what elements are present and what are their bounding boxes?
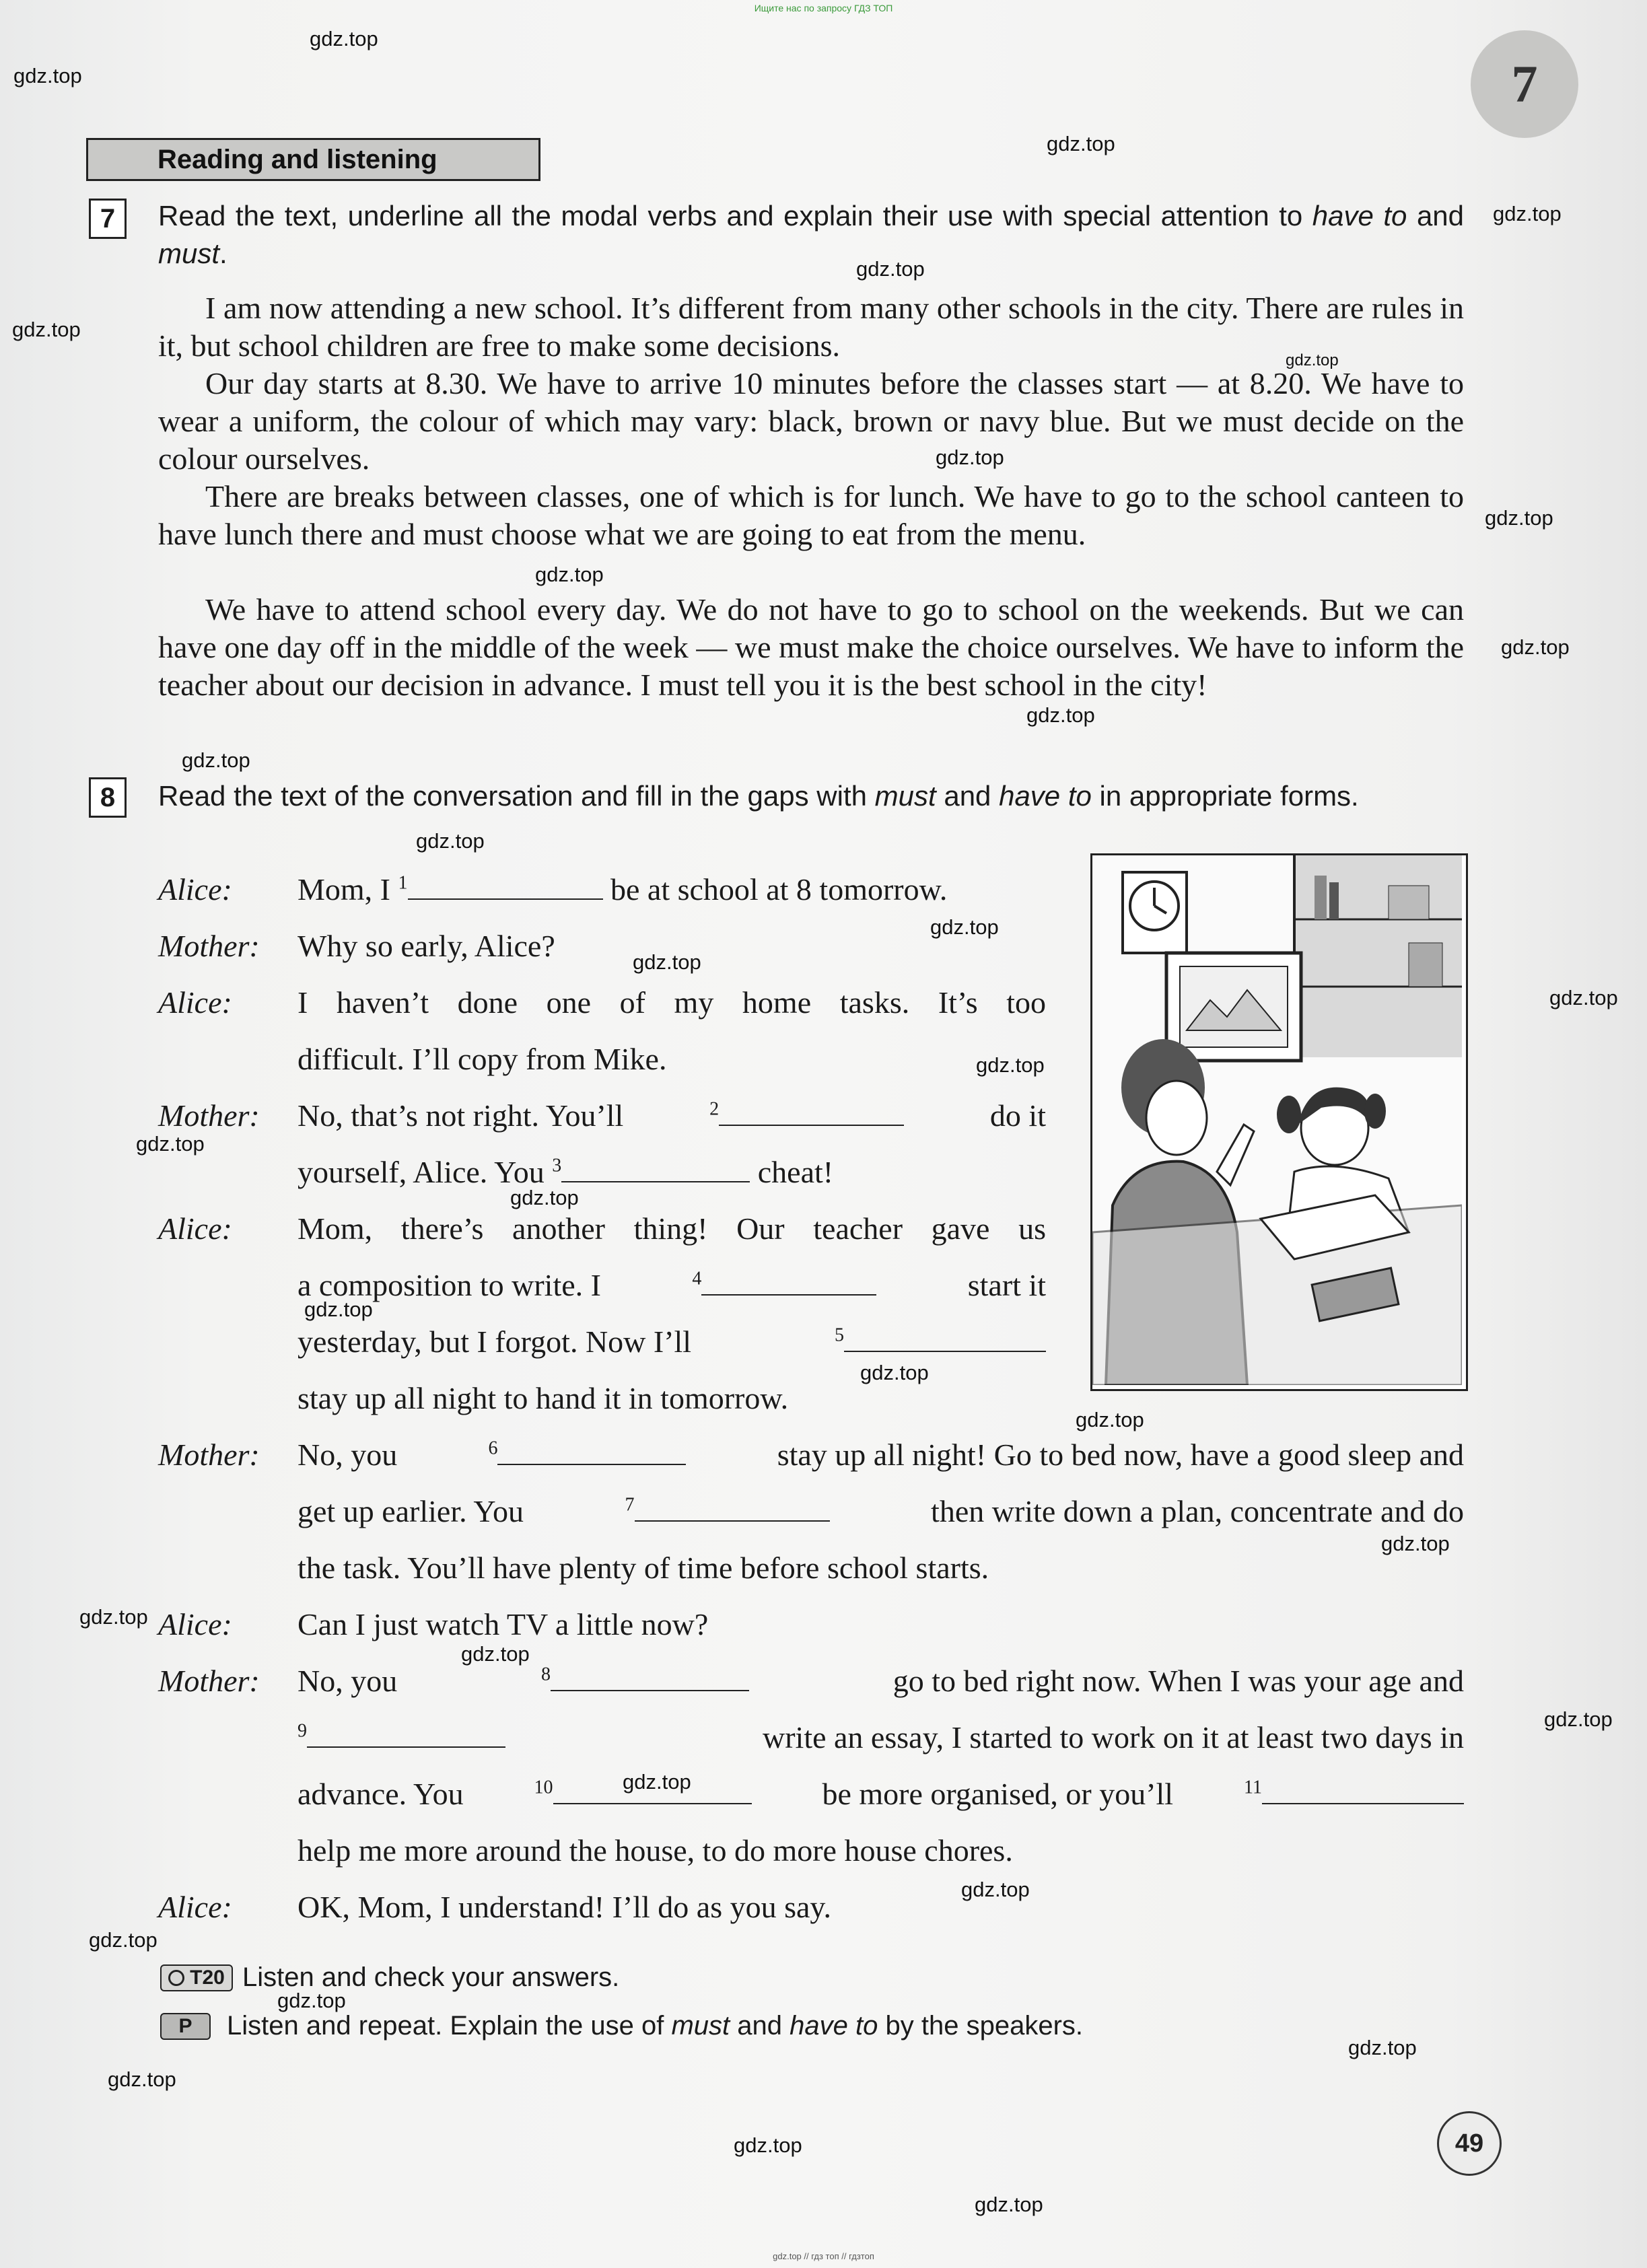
audio-disc-icon bbox=[168, 1970, 184, 1986]
dialogue-line: difficult. I’ll copy from Mike. bbox=[297, 1042, 667, 1076]
watermark: gdz.top bbox=[416, 829, 485, 853]
watermark: gdz.top bbox=[79, 1605, 148, 1629]
speaker-mother: Mother: bbox=[158, 1098, 260, 1133]
dialogue-line: Mom, I $^1$ be at school at 8 tomorrow. bbox=[297, 872, 948, 907]
dialogue-line: get up earlier. You $^7$ then write down a plan, concentrate and do bbox=[297, 1494, 1464, 1528]
illustration-drawing bbox=[1092, 855, 1462, 1385]
watermark: gdz.top bbox=[1076, 1408, 1144, 1431]
speaker-alice: Alice: bbox=[158, 1607, 232, 1641]
pronunciation-icon: P bbox=[160, 2013, 211, 2040]
audio-track-button[interactable]: T20 bbox=[160, 1964, 233, 1991]
tv-screen bbox=[1166, 953, 1301, 1061]
answer-gap[interactable] bbox=[307, 1721, 505, 1748]
dialogue-line: I haven’t done one of my home tasks. It’s too bbox=[297, 985, 1046, 1020]
dialogue-line: No, you $^8$ go to bed right now. When I was your age and bbox=[297, 1664, 1464, 1698]
watermark: gdz.top bbox=[510, 1186, 579, 1209]
watermark: gdz.top bbox=[1485, 506, 1553, 530]
answer-gap[interactable] bbox=[561, 1156, 750, 1182]
watermark: gdz.top bbox=[1549, 986, 1618, 1009]
dialogue-line: Can I just watch TV a little now? bbox=[297, 1607, 709, 1641]
watermark: gdz.top bbox=[623, 1770, 691, 1794]
answer-gap[interactable] bbox=[719, 1099, 904, 1126]
reading-paragraph: There are breaks between classes, one of which is for lunch. We have to go to the school canteen to have lunch there and must choose what we are going to eat from the menu. bbox=[158, 479, 1464, 551]
watermark: gdz.top bbox=[856, 257, 925, 281]
dialogue-line: Mom, there’s another thing! Our teacher gave us bbox=[297, 1211, 1046, 1246]
watermark: gdz.top bbox=[1348, 2036, 1417, 2059]
watermark: gdz.top bbox=[633, 950, 701, 974]
watermark: gdz.top bbox=[961, 1878, 1030, 1901]
unit-badge: 7 bbox=[1471, 30, 1578, 138]
top-note: Ищите нас по запросу ГДЗ ТОП bbox=[754, 3, 893, 13]
answer-gap[interactable] bbox=[844, 1325, 1046, 1352]
answer-gap[interactable] bbox=[408, 873, 603, 900]
watermark: gdz.top bbox=[1026, 703, 1095, 727]
answer-gap[interactable] bbox=[1262, 1777, 1464, 1804]
exercise-8-instruction: Read the text of the conversation and fill in the gaps with must and have to in appropriate forms. bbox=[158, 780, 1359, 812]
reading-paragraph: We have to attend school every day. We do not have to go to school on the weekends. But we can have one day off in the middle of the week — we must make the choice ourselves. We have to inform the teacher about our decision in advance. I must tell you it is the best school in the city! bbox=[158, 592, 1464, 702]
reading-paragraph: Our day starts at 8.30. We have to arrive 10 minutes before the classes start — at 8.20. We have to wear a uniform, the colour of which may vary: black, brown or navy blue. But we must decide on the colour ourselves. bbox=[158, 366, 1464, 476]
listen-row bbox=[160, 1962, 619, 1993]
speaker-mother: Mother: bbox=[158, 929, 260, 963]
watermark: gdz.top bbox=[12, 318, 81, 341]
watermark: gdz.top bbox=[936, 446, 1004, 469]
answer-gap[interactable] bbox=[635, 1495, 830, 1522]
dialogue-line: Why so early, Alice? bbox=[297, 929, 555, 963]
speaker-alice: Alice: bbox=[158, 985, 232, 1020]
watermark: gdz.top bbox=[277, 1989, 346, 2012]
answer-gap[interactable] bbox=[553, 1777, 752, 1804]
speaker-mother: Mother: bbox=[158, 1664, 260, 1698]
watermark: gdz.top bbox=[108, 2067, 176, 2091]
watermark: gdz.top bbox=[734, 2133, 802, 2157]
watermark: gdz.top bbox=[535, 563, 604, 586]
speaker-alice: Alice: bbox=[158, 872, 232, 907]
dialogue-line: No, you $^6$ stay up all night! Go to bed now, have a good sleep and bbox=[297, 1438, 1464, 1472]
watermark: gdz.top bbox=[89, 1928, 157, 1952]
speaker-mother: Mother: bbox=[158, 1438, 260, 1472]
dialogue-line: a composition to write. I $^4$ start it bbox=[297, 1268, 1046, 1302]
dialogue-line: yourself, Alice. You $^3$ cheat! bbox=[297, 1155, 834, 1189]
dialogue-line: help me more around the house, to do more house chores. bbox=[297, 1833, 1013, 1868]
watermark: gdz.top bbox=[860, 1361, 929, 1384]
speaker-alice: Alice: bbox=[158, 1890, 232, 1924]
dialogue-line: advance. You $^{10}$ be more organised, or you’ll $^{11}$ bbox=[297, 1766, 1464, 1822]
watermark: gdz.top bbox=[310, 27, 378, 50]
answer-gap[interactable] bbox=[497, 1438, 686, 1465]
watermark: gdz.top bbox=[1286, 351, 1339, 369]
exercise-8-number: 8 bbox=[89, 777, 127, 818]
watermark: gdz.top bbox=[1501, 635, 1570, 659]
dialogue-line: stay up all night to hand it in tomorrow. bbox=[297, 1381, 789, 1415]
watermark: gdz.top bbox=[136, 1132, 205, 1156]
watermark: gdz.top bbox=[1493, 202, 1562, 225]
listen-instruction: Listen and check your answers. bbox=[242, 1962, 620, 1992]
speaker-alice: Alice: bbox=[158, 1211, 232, 1246]
answer-gap[interactable] bbox=[551, 1664, 749, 1691]
dialogue-line: OK, Mom, I understand! I’ll do as you say. bbox=[297, 1890, 831, 1924]
bottom-note: gdz.top // гдз топ // гдзтоп bbox=[773, 2251, 874, 2261]
wall-clock bbox=[1123, 872, 1187, 953]
repeat-row bbox=[160, 2011, 1083, 2041]
watermark: gdz.top bbox=[975, 2193, 1043, 2216]
dialogue-line: the task. You’ll have plenty of time before school starts. bbox=[297, 1551, 989, 1585]
watermark: gdz.top bbox=[1381, 1532, 1450, 1555]
reading-paragraph: I am now attending a new school. It’s different from many other schools in the city. There are rules in it, but school children are free to make some decisions. bbox=[158, 291, 1464, 363]
illustration-mother-daughter bbox=[1090, 853, 1468, 1391]
dialogue-line: No, that’s not right. You’ll $^2$ do it bbox=[297, 1098, 1046, 1133]
repeat-instruction: Listen and repeat. Explain the use of must and have to by the speakers. bbox=[227, 2011, 1083, 2041]
watermark: gdz.top bbox=[1544, 1707, 1613, 1731]
watermark: gdz.top bbox=[304, 1298, 373, 1321]
watermark: gdz.top bbox=[461, 1642, 530, 1666]
answer-gap[interactable] bbox=[701, 1269, 876, 1296]
section-title: Reading and listening bbox=[86, 138, 540, 181]
watermark: gdz.top bbox=[182, 748, 250, 772]
dialogue-line: yesterday, but I forgot. Now I’ll $^5$ bbox=[297, 1314, 1046, 1370]
page-number: 49 bbox=[1437, 2111, 1502, 2176]
watermark: gdz.top bbox=[1047, 132, 1115, 155]
dialogue-line: $^9$ write an essay, I started to work on it at least two days in bbox=[297, 1720, 1464, 1755]
exercise-7-number: 7 bbox=[89, 199, 127, 239]
watermark: gdz.top bbox=[930, 915, 999, 939]
watermark: gdz.top bbox=[976, 1053, 1045, 1077]
watermark: gdz.top bbox=[13, 64, 82, 87]
exercise-7-instruction: Read the text, underline all the modal verbs and explain their use with special attention to have to and must. bbox=[158, 200, 1465, 269]
